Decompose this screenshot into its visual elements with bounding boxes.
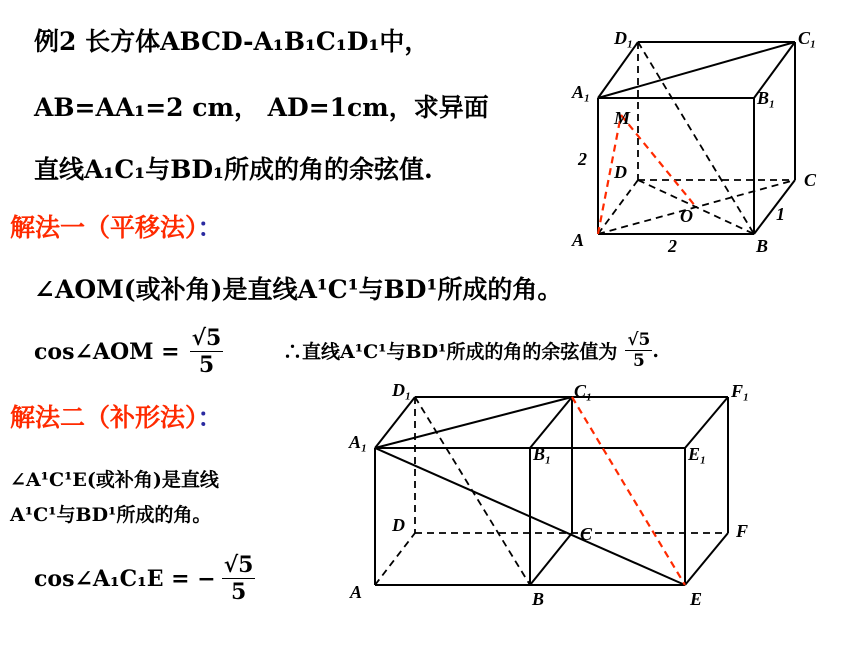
problem-line-2: AB=AA₁=2 cm， AD=1cm，求异面 bbox=[34, 93, 489, 122]
label2-d1: D₁ bbox=[392, 380, 412, 400]
hidden-diagonal-d1b bbox=[415, 397, 530, 585]
method1-conclusion-text: ∴直线A¹C¹与BD¹所成的角的余弦值为 bbox=[283, 341, 618, 363]
label2-b1: B₁ bbox=[533, 444, 552, 464]
label2-e: E bbox=[690, 589, 703, 609]
label-d: D bbox=[614, 162, 627, 182]
edge-e1f1 bbox=[685, 397, 728, 448]
method1-cos-den: 5 bbox=[198, 352, 215, 378]
diagonal-a1c1 bbox=[375, 397, 572, 448]
label2-a: A bbox=[350, 582, 363, 602]
method1-concl-num: √5 bbox=[627, 330, 651, 350]
label-d1: D₁ bbox=[614, 28, 634, 48]
problem-line-3: 直线A₁C₁与BD₁所成的角的余弦值. bbox=[34, 155, 433, 184]
label-a1: A₁ bbox=[572, 82, 591, 102]
label-o: O bbox=[680, 206, 693, 226]
edge-b1c1 bbox=[530, 397, 572, 448]
method2-cos-num: √5 bbox=[223, 552, 254, 578]
label2-b: B bbox=[532, 589, 545, 609]
label2-c: C bbox=[580, 524, 593, 544]
label2-f1: F₁ bbox=[731, 381, 750, 401]
edge-bc bbox=[530, 533, 572, 585]
label2-a1: A₁ bbox=[349, 432, 368, 452]
hidden-edge-ad bbox=[375, 533, 415, 585]
edge-ef bbox=[685, 533, 728, 585]
label-length-ab: 2 bbox=[668, 236, 677, 256]
label-c: C bbox=[804, 170, 817, 190]
method2-title: 解法二（补形法） bbox=[10, 403, 198, 432]
method2-statement-1: ∠A¹C¹E(或补角)是直线 bbox=[10, 469, 219, 491]
edge-a1d1 bbox=[375, 397, 415, 448]
method1-cos-lhs: cos∠AOM = bbox=[34, 338, 180, 365]
label-length-bc: 1 bbox=[776, 204, 785, 224]
red-segment-c1e bbox=[572, 397, 685, 585]
method2-cos-lhs: cos∠A₁C₁E = − bbox=[34, 565, 216, 592]
method1-title: 解法一（平移法） bbox=[10, 213, 198, 242]
label-length-aa1: 2 bbox=[578, 149, 587, 169]
method1-concl-end: . bbox=[652, 339, 660, 362]
label2-c1: C₁ bbox=[574, 381, 593, 401]
label-c1: C₁ bbox=[798, 28, 817, 48]
method1-statement: ∠AOM(或补角)是直线A¹C¹与BD¹所成的角。 bbox=[34, 275, 563, 304]
method1-cos-num: √5 bbox=[191, 325, 222, 351]
label2-e1: E₁ bbox=[688, 444, 707, 464]
label-a: A bbox=[572, 230, 585, 250]
label-m: M bbox=[614, 108, 631, 128]
method2-colon: ： bbox=[197, 403, 223, 432]
label-b1: B₁ bbox=[757, 88, 776, 108]
method2-cos-den: 5 bbox=[230, 579, 247, 605]
label2-f: F bbox=[736, 521, 749, 541]
method1-colon: ： bbox=[197, 213, 223, 242]
problem-line-1: 例2 长方体ABCD-A₁B₁C₁D₁中， bbox=[34, 27, 430, 56]
method1-concl-den: 5 bbox=[632, 351, 645, 371]
label2-d: D bbox=[392, 515, 405, 535]
method2-statement-2: A¹C¹与BD¹所成的角。 bbox=[10, 504, 212, 526]
label-b: B bbox=[756, 236, 769, 256]
